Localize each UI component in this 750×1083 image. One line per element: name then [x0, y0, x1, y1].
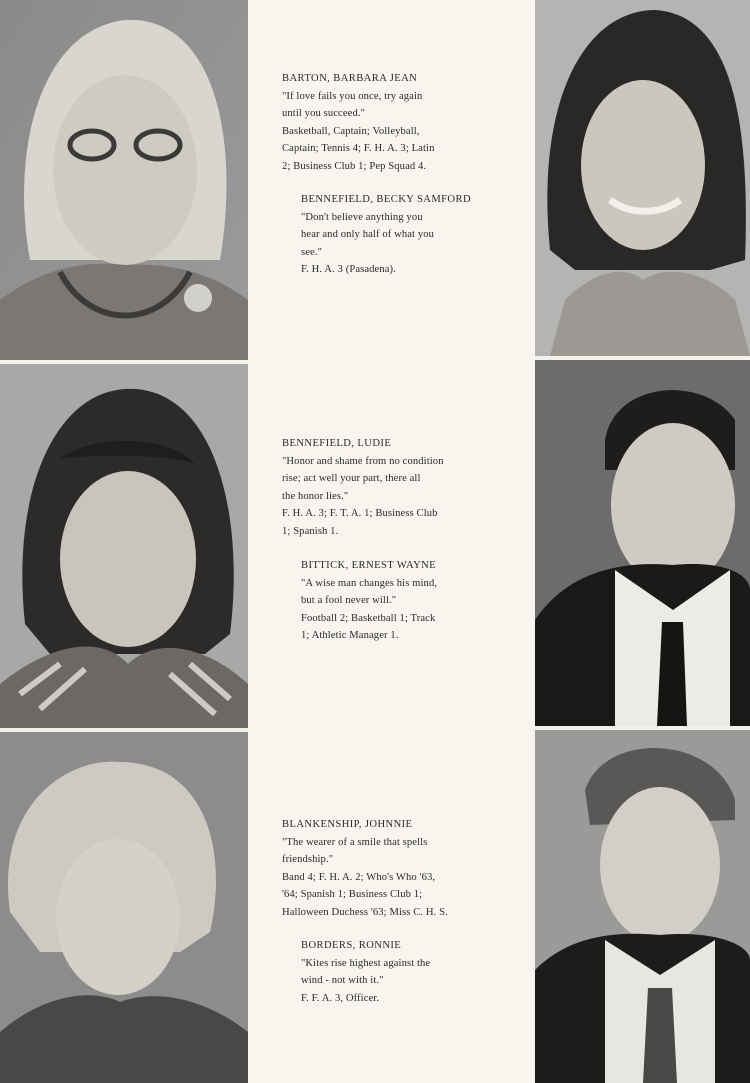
portrait-barton: [0, 0, 248, 360]
entry-bittick: [301, 557, 521, 645]
entry-line: the honor lies.": [282, 490, 349, 502]
entry-line: hear and only half of what you: [301, 229, 435, 241]
entry-line: Captain; Tennis 4; F. H. A. 3; Latin: [282, 143, 435, 155]
entry-blankenship: [282, 816, 522, 922]
entry-line: wind - not with it.": [301, 975, 384, 987]
entry-line: F. F. A. 3, Officer.: [301, 992, 380, 1004]
entry-line: "Honor and shame from no condition: [282, 455, 444, 467]
portrait-bittick: [535, 360, 750, 726]
entry-line: 2; Business Club 1; Pep Squad 4.: [282, 160, 427, 172]
portrait-borders: [535, 730, 750, 1083]
entry-line: F. H. A. 3 (Pasadena).: [301, 264, 396, 276]
entry-name: BORDERS, RONNIE: [301, 940, 402, 951]
portrait-blankenship: [0, 732, 248, 1083]
entry-line: '64; Spanish 1; Business Club 1;: [282, 889, 423, 901]
entry-line: F. H. A. 3; F. T. A. 1; Business Club: [282, 508, 438, 520]
entry-name: BITTICK, ERNEST WAYNE: [301, 560, 437, 571]
entry-line: Football 2; Basketball 1; Track: [301, 612, 436, 624]
entry-name: BENNEFIELD, BECKY SAMFORD: [301, 194, 471, 205]
entry-line: "Don't believe anything you: [301, 211, 423, 223]
entry-line: until you succeed.": [282, 108, 366, 120]
entry-line: Halloween Duchess '63; Miss C. H. S.: [282, 906, 448, 918]
entry-line: "Kites rise highest against the: [301, 957, 431, 969]
portrait-bennefield-ludie: [0, 364, 248, 728]
entry-line: but a fool never will.": [301, 595, 397, 607]
entry-name: BARTON, BARBARA JEAN: [282, 73, 418, 84]
entry-borders: [301, 937, 521, 1007]
entry-bennefield-becky: [301, 191, 521, 279]
entry-line: 1; Athletic Manager 1.: [301, 630, 399, 642]
entry-line: see.": [301, 246, 322, 258]
portrait-bennefield-becky: [535, 0, 750, 356]
entry-line: "The wearer of a smile that spells: [282, 836, 428, 848]
entry-line: Basketball, Captain; Volleyball,: [282, 125, 420, 137]
entry-line: 1; Spanish 1.: [282, 525, 339, 537]
entry-line: "If love fails you once, try again: [282, 90, 423, 102]
entry-barton: [282, 70, 522, 176]
entry-line: friendship.": [282, 854, 334, 866]
entry-name: BLANKENSHIP, JOHNNIE: [282, 819, 413, 830]
entry-line: rise; act well your part, there all: [282, 473, 421, 485]
entry-bennefield-ludie: [282, 435, 522, 541]
entry-name: BENNEFIELD, LUDIE: [282, 438, 392, 449]
entry-line: Band 4; F. H. A. 2; Who's Who '63,: [282, 871, 436, 883]
entry-line: "A wise man changes his mind,: [301, 577, 438, 589]
